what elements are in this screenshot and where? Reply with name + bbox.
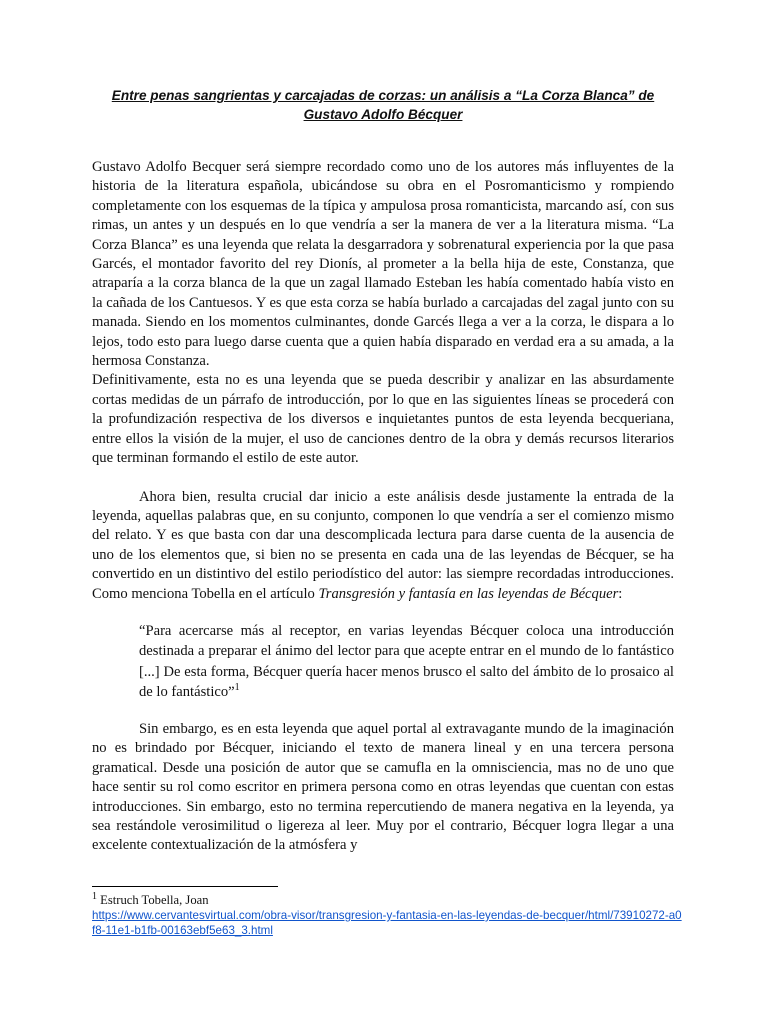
- third-paragraph: [92, 488, 674, 604]
- second-paragraph: Definitivamente, esta no es una leyenda que se pueda describir y analizar en las absurdamente cortas medidas de un párrafo de introducción, por lo que en las siguientes líneas se procederá con la profundización respectiva de los diversos e inquietantes puntos de esta leyenda becqueriana, entre ellos la visión de la mujer, el uso de canciones dentro de la obra y demás recursos literarios que terminan formando el estilo de este autor.: [92, 372, 674, 467]
- article-suffix: :: [618, 585, 623, 602]
- footnote-ref[interactable]: 1: [234, 682, 240, 694]
- footnote-number: 1: [92, 890, 97, 902]
- intro-paragraph: Gustavo Adolfo Becquer será siempre recordado como uno de los autores más influyentes de la historia de la literatura española, ubicándose su obra en el Posromanticismo y rompiendo completamente con los esquemas de la típica y ampulosa prosa romanticista, marcando así, con sus rimas, un antes y un después en lo que vendría a ser la manera de ver a la literatura misma. “La Corza Blanca” es una leyenda que relata la desgarradora y sobrenatural experiencia por la que pasa Garcés, el montador favorito del rey Dionís, al prometer a la bella hija de este, Constanza, que atraparía a la corza blanca de la que un zagal llamado Esteban les había comentado había visto en la cañada de los Cantuesos. Y es que esta corza se había burlado a carcajadas del zagal junto con su manada. Siendo en los momentos culminantes, donde Garcés llega a ver a la corza, le dispara a lo lejos, todo esto para luego darse cuenta que a quien había disparado en verdad era a su amada, a la hermosa Constanza.: [92, 159, 674, 370]
- footnote-divider: [92, 886, 278, 887]
- closing-paragraph: Sin embargo, es en esta leyenda que aquel portal al extravagante mundo de la imaginación no es brindado por Bécquer, iniciando el texto de manera lineal y en una tercera persona gramatical. Desde una posición de autor que se camufla en la omnisciencia, mas no de uno que hace sentir su rol como escritor en primera persona como en otras leyendas que cuentan con estas introducciones. Sin embargo, esto no termina repercutiendo de manera negativa en la leyenda, ya sea restándole verosimilitud o ligereza al leer. Muy por el contrario, Bécquer logra llegar a una excelente contextualización de la atmósfera y: [92, 720, 674, 854]
- footnote: [92, 890, 682, 938]
- footnote-link[interactable]: https://www.cervantesvirtual.com/obra-visor/transgresion-y-fantasia-en-las-leyendas-de-becquer/html/73910272-a0f8-11e1-b1fb-00163ebf5e63_3.html: [92, 909, 682, 937]
- third-paragraph-text: Ahora bien, resulta crucial dar inicio a este análisis desde justamente la entrada de la leyenda, aquellas palabras que, en su conjunto, componen lo que vendría a ser el comienzo mismo del relato. Y es que basta con dar una descomplicada lectura para darse cuenta de la ausencia de uno de los elementos que, si bien no se presenta en cada una de las leyendas de Bécquer, se ha convertido en un distintivo del estilo periodístico del autor: las siempre recordadas introducciones. Como menciona Tobella en el artículo: [92, 488, 674, 602]
- quote-text: “Para acercarse más al receptor, en varias leyendas Bécquer coloca una introducción destinada a preparar el ánimo del lector para que acepte entrar en el mundo de lo fantástico [...] De esta forma, Bécquer quería hacer menos brusco el salto del ámbito de lo prosaico al de lo fantástico”: [139, 622, 674, 701]
- block-quote: [139, 621, 674, 703]
- article-title: Transgresión y fantasía en las leyendas de Bécquer: [318, 585, 619, 602]
- footnote-author: Estruch Tobella, Joan: [100, 893, 209, 907]
- document-title: Entre penas sangrientas y carcajadas de corzas: un análisis a “La Corza Blanca” de Gustavo Adolfo Bécquer: [111, 88, 655, 122]
- document-page: [92, 86, 674, 856]
- footnote-citation: [92, 890, 682, 908]
